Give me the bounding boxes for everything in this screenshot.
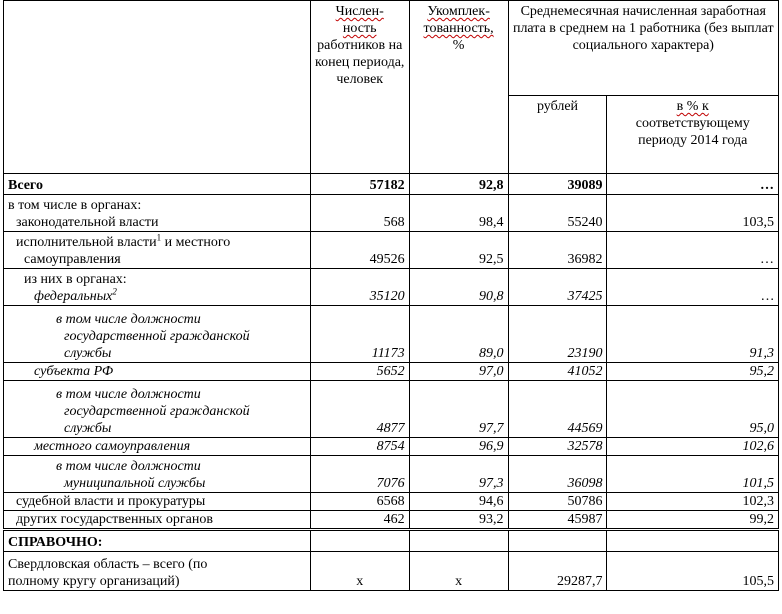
table-row	[4, 552, 779, 591]
cell-count: 7076	[310, 456, 409, 493]
row-label-l1: в том числе должности	[56, 387, 201, 402]
row-label	[4, 438, 311, 456]
row-label	[4, 552, 311, 591]
cell-rub: 41052	[508, 363, 607, 381]
row-label-c: самоуправления	[24, 252, 121, 267]
cell-staff: 98,4	[409, 195, 508, 232]
row-label-pre: в том числе в органах:	[8, 198, 142, 213]
cell-count: 11173	[310, 306, 409, 363]
cell-rub: 36982	[508, 232, 607, 269]
salary-table	[3, 0, 779, 591]
row-label	[4, 269, 311, 306]
row-label-pre: из них в органах:	[24, 272, 127, 287]
row-label-l2: полному кругу организаций)	[8, 574, 180, 589]
row-label-l1: в том числе должности	[56, 459, 201, 474]
row-label-l2: муниципальной службы	[64, 476, 206, 491]
table-row	[4, 306, 779, 363]
row-label-main: законодательной власти	[16, 215, 159, 230]
row-label	[4, 363, 311, 381]
row-label	[4, 511, 311, 530]
table-row	[4, 438, 779, 456]
cell-rub: 39089	[508, 174, 607, 195]
header-rub: рублей	[508, 96, 607, 174]
row-label-l3: службы	[64, 346, 112, 361]
cell-rub: 37425	[508, 269, 607, 306]
cell-staff: 97,3	[409, 456, 508, 493]
header-pct	[607, 96, 779, 174]
header-staff	[409, 1, 508, 174]
cell-pct: 91,3	[607, 306, 779, 363]
cell-rub: 32578	[508, 438, 607, 456]
row-label	[4, 306, 311, 363]
row-label-main: судебной власти и прокуратуры	[16, 494, 206, 509]
row-label	[4, 493, 311, 511]
cell-staff: 89,0	[409, 306, 508, 363]
row-label-main: местного самоуправления	[34, 439, 191, 454]
cell-count: 5652	[310, 363, 409, 381]
footnote-mark: 2	[112, 286, 117, 297]
cell-pct: 102,6	[607, 438, 779, 456]
cell-staff: 92,8	[409, 174, 508, 195]
cell-count: 57182	[310, 174, 409, 195]
header-row	[4, 1, 779, 96]
cell-count: 8754	[310, 438, 409, 456]
cell-pct: 101,5	[607, 456, 779, 493]
cell-empty	[409, 530, 508, 552]
cell-rub: 23190	[508, 306, 607, 363]
cell-pct: …	[607, 174, 779, 195]
header-count-rest: работников на конец периода, человек	[315, 38, 405, 87]
header-count-line1: Числен-	[335, 4, 384, 19]
cell-pct: …	[607, 269, 779, 306]
cell-empty	[508, 530, 607, 552]
cell-rub: 29287,7	[508, 552, 607, 591]
cell-count: 6568	[310, 493, 409, 511]
cell-pct: 102,3	[607, 493, 779, 511]
row-label-main: субъекта РФ	[34, 364, 114, 379]
row-label	[4, 195, 311, 232]
reference-heading: СПРАВОЧНО:	[4, 530, 311, 552]
table-row	[4, 195, 779, 232]
header-staff-line3: %	[452, 38, 465, 53]
cell-rub: 36098	[508, 456, 607, 493]
cell-pct: 99,2	[607, 511, 779, 530]
row-label-l1: Свердловская область – всего (по	[8, 557, 208, 572]
header-salary: Среднемесячная начисленная заработная плата в среднем на 1 работника (без выплат социального характера)	[508, 1, 778, 96]
table-row	[4, 381, 779, 438]
cell-pct: 95,0	[607, 381, 779, 438]
cell-rub: 44569	[508, 381, 607, 438]
row-label	[4, 456, 311, 493]
table-row	[4, 511, 779, 530]
header-count	[310, 1, 409, 174]
header-count-line2: ность	[342, 21, 377, 36]
cell-staff: 90,8	[409, 269, 508, 306]
row-label-main: федеральных	[34, 289, 113, 304]
footnote-mark: 1	[156, 232, 162, 243]
cell-pct: …	[607, 232, 779, 269]
row-label-a: исполнительной власти	[16, 235, 157, 250]
cell-pct: 95,2	[607, 363, 779, 381]
cell-pct: 103,5	[607, 195, 779, 232]
cell-pct: 105,5	[607, 552, 779, 591]
cell-rub: 50786	[508, 493, 607, 511]
row-label-main: других государственных органов	[16, 512, 213, 527]
cell-staff: 93,2	[409, 511, 508, 530]
cell-rub: 45987	[508, 511, 607, 530]
cell-empty	[310, 530, 409, 552]
cell-count: 462	[310, 511, 409, 530]
row-label-l1: в том числе должности	[56, 312, 201, 327]
table-row	[4, 530, 779, 552]
table-row	[4, 363, 779, 381]
cell-staff: 97,0	[409, 363, 508, 381]
table-row	[4, 269, 779, 306]
header-staff-line1: Укомплек-	[427, 4, 490, 19]
cell-count: 35120	[310, 269, 409, 306]
table-row	[4, 493, 779, 511]
header-staff-line2: тованность,	[423, 21, 494, 36]
header-pct-rest: соответствующему периоду 2014 года	[635, 116, 750, 148]
header-pct-line1: в % к	[676, 99, 709, 114]
cell-count: 49526	[310, 232, 409, 269]
cell-count: х	[310, 552, 409, 591]
cell-rub: 55240	[508, 195, 607, 232]
row-label-l3: службы	[64, 421, 112, 436]
row-label: Всего	[4, 174, 311, 195]
cell-empty	[607, 530, 779, 552]
cell-count: 4877	[310, 381, 409, 438]
cell-staff: х	[409, 552, 508, 591]
cell-staff: 94,6	[409, 493, 508, 511]
row-label-l2: государственной гражданской	[64, 329, 250, 344]
cell-staff: 92,5	[409, 232, 508, 269]
cell-staff: 97,7	[409, 381, 508, 438]
cell-count: 568	[310, 195, 409, 232]
cell-staff: 96,9	[409, 438, 508, 456]
table-row	[4, 456, 779, 493]
row-label	[4, 381, 311, 438]
table-row	[4, 232, 779, 269]
row-label-b: и местного	[161, 235, 231, 250]
row-label-l2: государственной гражданской	[64, 404, 250, 419]
header-empty-cell	[4, 1, 311, 174]
row-label	[4, 232, 311, 269]
table-row	[4, 174, 779, 195]
